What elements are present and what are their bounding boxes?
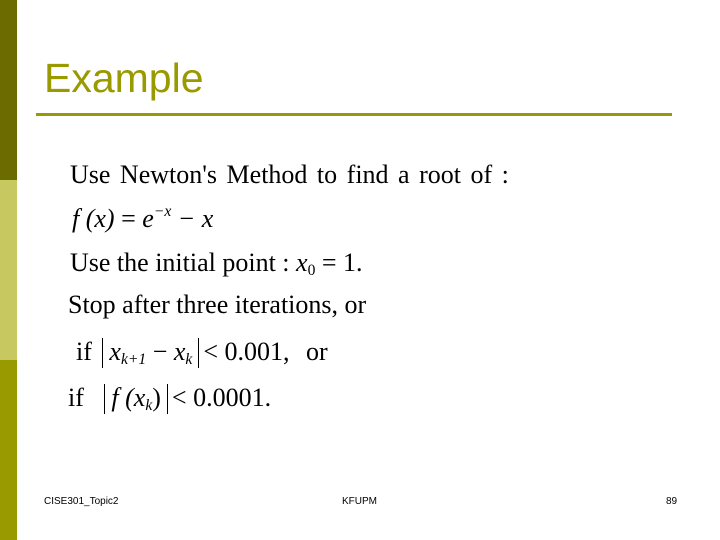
footer-institution: KFUPM — [342, 496, 377, 507]
title-underline — [36, 113, 672, 116]
minus-sign: − — [146, 337, 174, 366]
initial-point-text: Use the initial point : — [70, 248, 297, 277]
sidebar-bar-middle — [0, 180, 17, 360]
close-paren: ) — [152, 383, 161, 412]
function-tail: − x — [171, 204, 214, 233]
sub-k: k — [185, 350, 193, 368]
stop-condition: Stop after three iterations, or — [68, 290, 367, 319]
x-k: x — [173, 337, 186, 366]
sidebar-bar-top — [0, 0, 17, 180]
footer-page-number: 89 — [666, 496, 678, 507]
slide-title: Example — [44, 55, 204, 101]
tolerance-x-line — [76, 338, 328, 368]
tolerance-f-line — [68, 384, 271, 414]
function-definition — [72, 203, 214, 233]
abs-function — [104, 384, 168, 414]
f-xk: f (x — [111, 383, 146, 412]
x-subscript: 0 — [307, 261, 316, 279]
problem-statement: Use Newton's Method to find a root of : — [70, 160, 509, 189]
sub-k1: k+1 — [120, 350, 147, 368]
exponent: −x — [153, 203, 172, 221]
x-variable: x — [296, 248, 308, 277]
euler-e: e — [142, 204, 154, 233]
tolerance-x-value: < 0.001, — [203, 337, 290, 366]
initial-point-line — [70, 248, 363, 279]
if-keyword-2: if — [68, 383, 84, 412]
function-fx: f (x) — [72, 204, 115, 233]
footer-course: CISE301_Topic2 — [44, 496, 119, 507]
or-keyword: or — [306, 337, 328, 366]
x-k1: x — [109, 337, 121, 366]
tolerance-f-value: < 0.0001. — [171, 383, 272, 412]
abs-difference — [102, 338, 199, 368]
sub-k-f: k — [145, 396, 153, 414]
initial-point-value: = 1. — [315, 248, 363, 277]
equals-sign: = — [114, 204, 143, 233]
if-keyword: if — [76, 337, 92, 366]
sidebar-bar-bottom — [0, 360, 17, 540]
